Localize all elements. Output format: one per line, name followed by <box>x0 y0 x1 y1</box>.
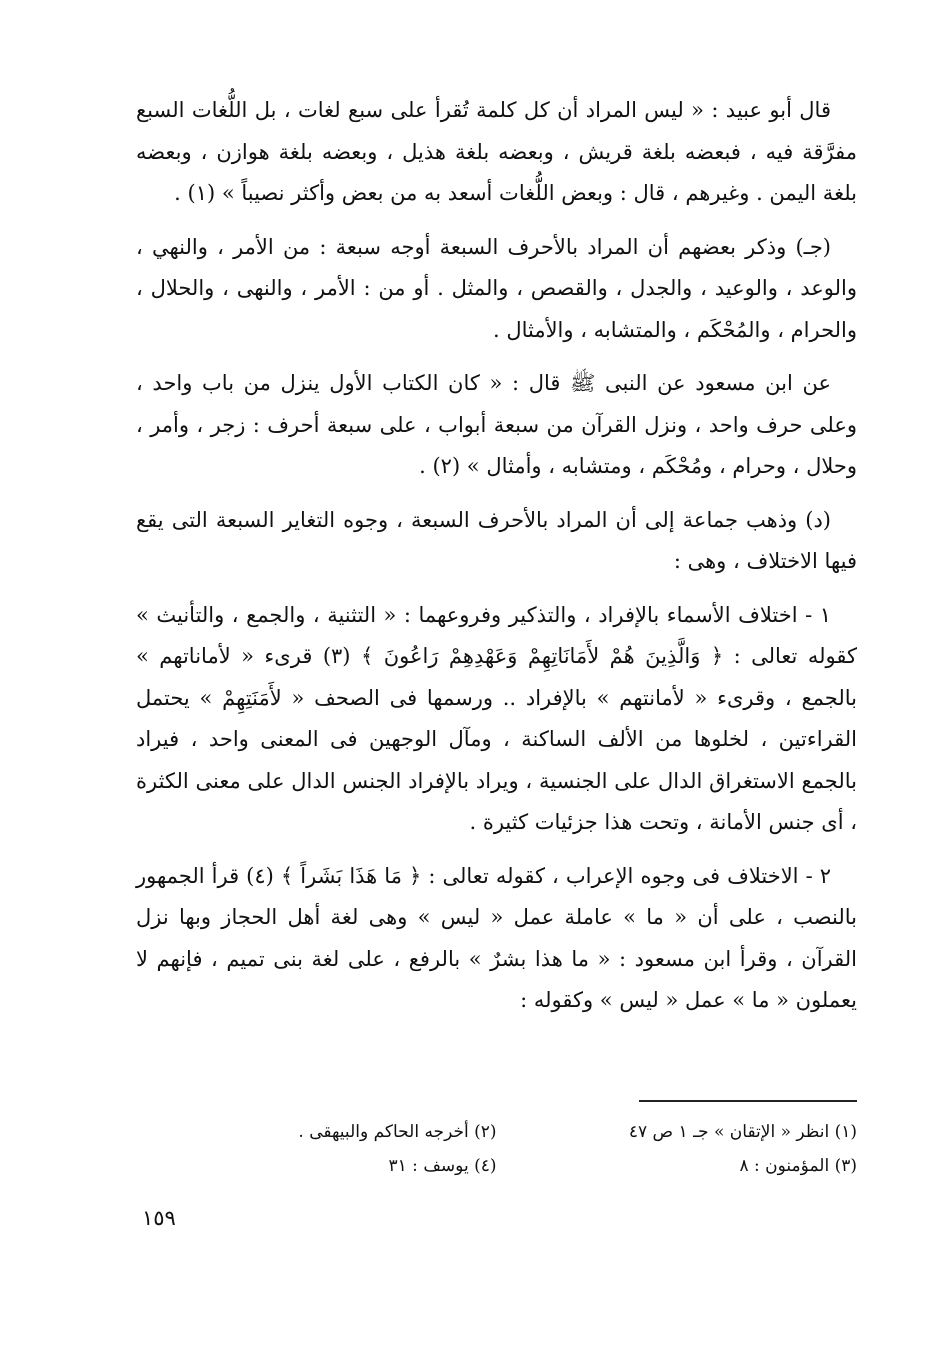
paragraph-variation-one: ١ - اختلاف الأسماء بالإفراد ، والتذكير وفروعهما : « التثنية ، والجمع ، والتأنيث » كقوله تعالى : ﴿ وَالَّذِينَ هُمْ لأَمَانَاتِهِمْ وَعَهْدِهِمْ رَاعُونَ ﴾ (٣) قرىء « لأماناتهم » بالجمع ، وقرىء « لأمانتهم » بالإفراد .. ورسمها فى الصحف « لأَمَنَتِهِمْ » يحتمل القراءتين ، لخلوها من الألف الساكنة ، ومآل الوجهين فى المعنى واحد ، فيراد بالجمع الاستغراق الدال على الجنسية ، ويراد بالإفراد الجنس الدال على معنى الكثرة ، أى جنس الأمانة ، وتحت هذا جزئيات كثيرة . <box>136 602 857 834</box>
footnote-4: (٤) يوسف : ٣١ <box>388 1156 497 1176</box>
main-text <box>136 90 857 1034</box>
paragraph-variation-two: ٢ - الاختلاف فى وجوه الإعراب ، كقوله تعالى : ﴿ مَا هَذَا بَشَراً ﴾ (٤) قرأ الجمهور بالنصب ، على أن « ما » عاملة عمل « ليس » وهى لغة أهل الحجاز وبها نزل القرآن ، وقرأ ابن مسعود : « ما هذا بشرٌ » بالرفع ، على لغة بنى تميم ، فإنهم لا يعملون « ما » عمل « ليس » وكقوله : <box>136 863 857 1012</box>
paragraph-abu-ubaid: قال أبو عبيد : « ليس المراد أن كل كلمة تُقرأ على سبع لغات ، بل اللُّغات السبع مفرَّقة فيه ، فبعضه بلغة قريش ، وبعضه بلغة هذيل ، وبعضه بلغة هوازن ، وبعضه بلغة اليمن . وغيرهم ، قال : وبعض اللُّغات أسعد به من بعض وأكثر نصيباً » (١) . <box>136 98 857 205</box>
paragraph-seven-variations: (د) وذهب جماعة إلى أن المراد بالأحرف السبعة ، وجوه التغاير السبعة التى يقع فيها الاختلاف ، وهى : <box>136 507 857 573</box>
footnote-1: (١) انظر « الإتقان » جـ ١ ص ٤٧ <box>628 1122 857 1142</box>
page-number: ١٥٩ <box>142 1206 176 1230</box>
paragraph-ibn-masud-hadith: عن ابن مسعود عن النبى ﷺ قال : « كان الكتاب الأول ينزل من باب واحد ، وعلى حرف واحد ، ونزل القرآن من سبعة أبواب ، على سبعة أحرف : زجر ، وأمر ، وحلال ، وحرام ، ومُحْكَم ، ومتشابه ، وأمثال » (٢) . <box>136 371 857 478</box>
paragraph-seven-aspects: (جـ) وذكر بعضهم أن المراد بالأحرف السبعة أوجه سبعة : من الأمر ، والنهي ، والوعد ، والوعيد ، والجدل ، والقصص ، والمثل . أو من : الأمر ، والنهى ، والحلال ، والحرام ، والمُحْكَم ، والمتشابه ، والأمثال . <box>136 234 857 342</box>
footnotes <box>136 1118 857 1180</box>
footnote-2: (٢) أخرجه الحاكم والبيهقى . <box>298 1122 497 1142</box>
footnote-3: (٣) المؤمنون : ٨ <box>739 1156 857 1176</box>
footnote-separator <box>639 1100 857 1102</box>
